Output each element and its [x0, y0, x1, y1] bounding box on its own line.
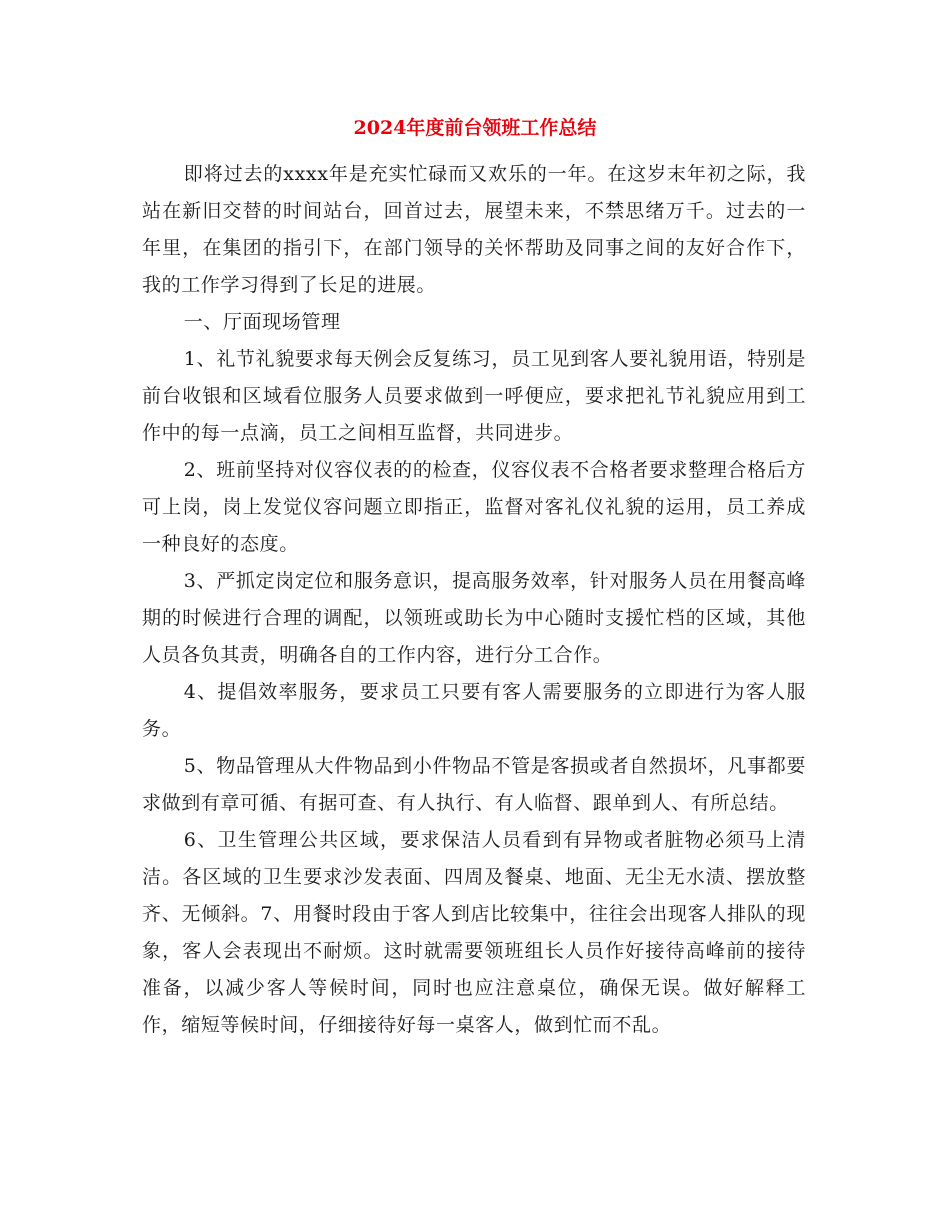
paragraph-item-3: 3、严抓定岗定位和服务意识，提高服务效率，针对服务人员在用餐高峰期的时候进行合理的调配，以领班或助长为中心随时支援忙档的区域，其他人员各负其责，明确各自的工作内容，进行分工合作。: [142, 570, 806, 666]
paragraph-item-2: 2、班前坚持对仪容仪表的的检查，仪容仪表不合格者要求整理合格后方可上岗，岗上发觉仪容问题立即指正，监督对客礼仪礼貌的运用，员工养成一种良好的态度。: [142, 459, 806, 555]
document-title: 2024年度前台领班工作总结: [353, 117, 597, 139]
paragraph-item-6: 6、卫生管理公共区域，要求保洁人员看到有异物或者脏物必须马上清洁。各区域的卫生要求沙发表面、四周及餐桌、地面、无尘无水渍、摆放整齐、无倾斜。7、用餐时段由于客人到店比较集中，往往会出现客人排队的现象，客人会表现出不耐烦。这时就需要领班组长人员作好接待高峰前的接待准备，以减少客人等候时间，同时也应注意桌位，确保无误。做好解释工作，缩短等候时间，仔细接待好每一桌客人，做到忙而不乱。: [142, 829, 806, 1036]
document-body: [142, 156, 806, 1044]
section-heading: 一、厅面现场管理: [183, 311, 341, 333]
paragraph-item-4: 4、提倡效率服务，要求员工只要有客人需要服务的立即进行为客人服务。: [142, 681, 806, 740]
paragraph-intro: 即将过去的xxxx年是充实忙碌而又欢乐的一年。在这岁末年初之际，我站在新旧交替的时间站台，回首过去，展望未来，不禁思绪万千。过去的一年里，在集团的指引下，在部门领导的关怀帮助及同事之间的友好合作下，我的工作学习得到了长足的进展。: [142, 163, 806, 296]
paragraph-item-1: 1、礼节礼貌要求每天例会反复练习，员工见到客人要礼貌用语，特别是前台收银和区域看位服务人员要求做到一呼便应，要求把礼节礼貌应用到工作中的每一点滴，员工之间相互监督，共同进步。: [142, 348, 806, 444]
paragraph-item-5: 5、物品管理从大件物品到小件物品不管是客损或者自然损坏，凡事都要求做到有章可循、有据可查、有人执行、有人临督、跟单到人、有所总结。: [142, 755, 806, 814]
